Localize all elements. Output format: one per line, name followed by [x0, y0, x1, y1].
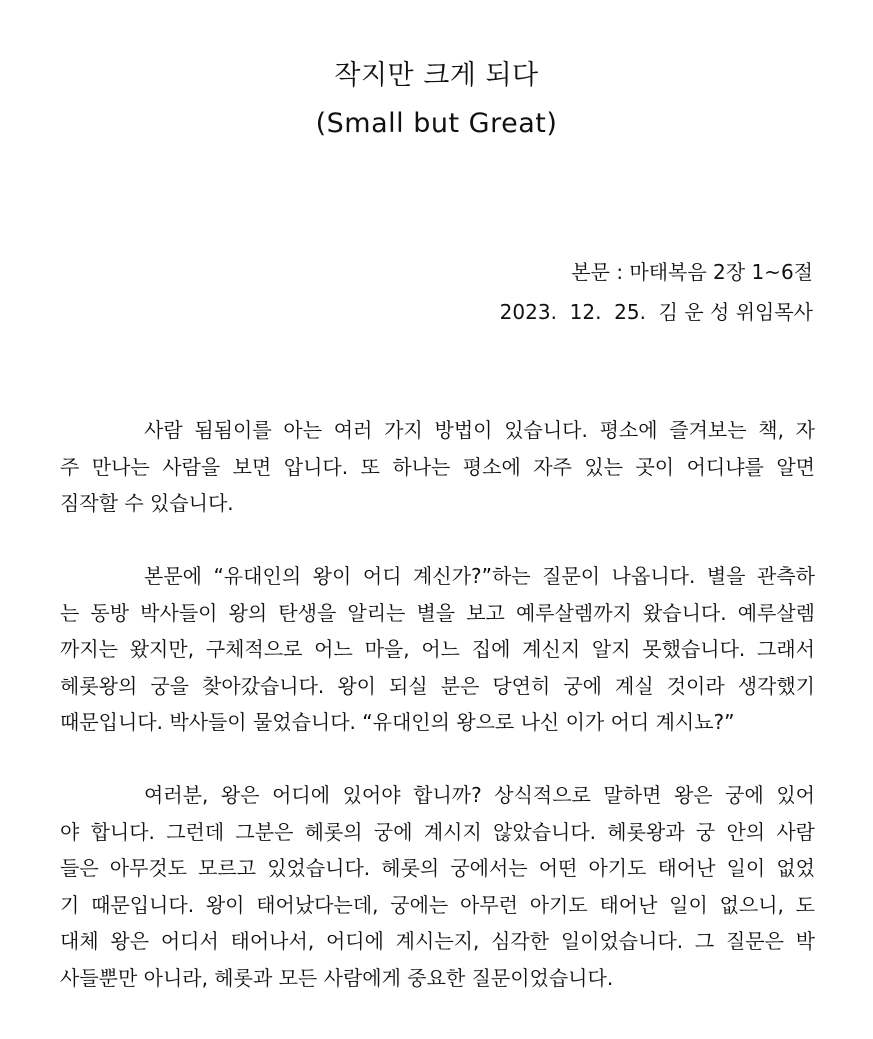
paragraph-line: 사람 됨됨이를 아는 여러 가지 방법이 있습니다. 평소에 즐겨보는 책, 자 — [144, 418, 815, 442]
paragraph-line: 주 만나는 사람을 보면 압니다. 또 하나는 평소에 자주 있는 곳이 어디냐를 알면 — [60, 454, 815, 479]
title-block — [0, 52, 873, 148]
date-author: 2023. 12. 25. 김 운 성 위임목사 — [499, 300, 813, 324]
paragraph-line: 는 동방 박사들이 왕의 탄생을 알리는 별을 보고 예루살렘까지 왔습니다. 예루살렘 — [60, 600, 815, 625]
paragraph-line: 대체 왕은 어디서 태어나서, 어디에 계시는지, 심각한 일이었습니다. 그 질문은 박 — [60, 929, 815, 953]
scripture-reference: 본문 : 마태복음 2장 1~6절 — [571, 260, 813, 284]
paragraph-line: 들은 아무것도 모르고 있었습니다. 헤롯의 궁에서는 어떤 아기도 태어난 일이 없었 — [60, 856, 815, 880]
paragraph-1 — [60, 412, 815, 522]
paragraph-line: 헤롯왕의 궁을 찾아갔습니다. 왕이 되실 분은 당연히 궁에 계실 것이라 생각했기 — [60, 673, 815, 698]
paragraph-line: 본문에 “유대인의 왕이 어디 계신가?”하는 질문이 나옵니다. 별을 관측하 — [144, 564, 815, 588]
paragraph-line: 때문입니다. 박사들이 물었습니다. “유대인의 왕으로 나신 이가 어디 계시뇨?” — [60, 710, 735, 734]
paragraph-line: 여러분, 왕은 어디에 있어야 합니까? 상식적으로 말하면 왕은 궁에 있어 — [144, 783, 815, 807]
paragraph-2 — [60, 558, 815, 741]
paragraph-line: 사들뿐만 아니라, 헤롯과 모든 사람에게 중요한 질문이었습니다. — [60, 965, 614, 990]
sermon-subtitle: (Small but Great) — [315, 108, 558, 139]
paragraph-line: 짐작할 수 있습니다. — [60, 491, 234, 515]
paragraph-line: 기 때문입니다. 왕이 태어났다는데, 궁에는 아무런 아기도 태어난 일이 없으니, 도 — [60, 892, 815, 917]
paragraph-line: 야 합니다. 그런데 그분은 헤롯의 궁에 계시지 않았습니다. 헤롯왕과 궁 안의 사람 — [60, 819, 815, 844]
sermon-title: 작지만 크게 되다 — [334, 60, 539, 91]
sermon-meta — [500, 252, 813, 332]
paragraph-3 — [60, 777, 815, 996]
paragraph-line: 까지는 왔지만, 구체적으로 어느 마을, 어느 집에 계신지 알지 못했습니다. 그래서 — [60, 637, 815, 661]
